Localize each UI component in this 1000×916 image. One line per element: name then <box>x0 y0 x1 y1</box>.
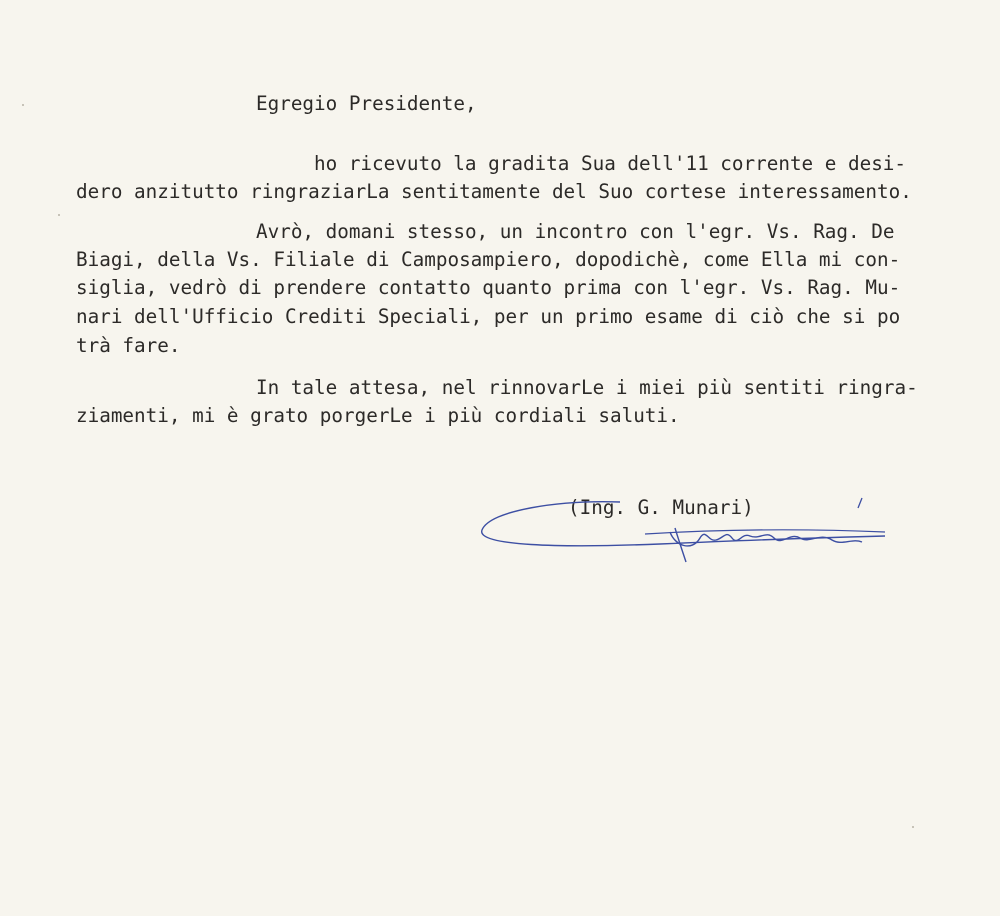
paragraph-line: Biagi, della Vs. Filiale di Camposampiero, dopodichè, come Ella mi con- <box>76 248 901 271</box>
paragraph-line: nari dell'Ufficio Crediti Speciali, per un primo esame di ciò che si po <box>76 305 901 328</box>
paragraph-line: siglia, vedrò di prendere contatto quanto prima con l'egr. Vs. Rag. Mu- <box>76 276 901 299</box>
paragraph-line: In tale attesa, nel rinnovarLe i miei più sentiti ringra- <box>256 376 918 399</box>
paper-speck <box>22 104 24 106</box>
paper-speck <box>912 826 914 828</box>
paper-speck <box>58 214 60 216</box>
paragraph-line: Avrò, domani stesso, un incontro con l'egr. Vs. Rag. De <box>256 220 895 243</box>
handwritten-signature <box>470 488 900 568</box>
salutation: Egregio Presidente, <box>256 92 477 115</box>
paragraph-line: trà fare. <box>76 334 181 357</box>
paragraph-line: ho ricevuto la gradita Sua dell'11 corrente e desi- <box>314 152 907 175</box>
paragraph-line: ziamenti, mi è grato porgerLe i più cordiali saluti. <box>76 404 680 427</box>
paragraph-line: dero anzitutto ringraziarLa sentitamente del Suo cortese interessamento. <box>76 180 912 203</box>
typed-signature-name: (Ing. G. Munari) <box>568 496 754 519</box>
